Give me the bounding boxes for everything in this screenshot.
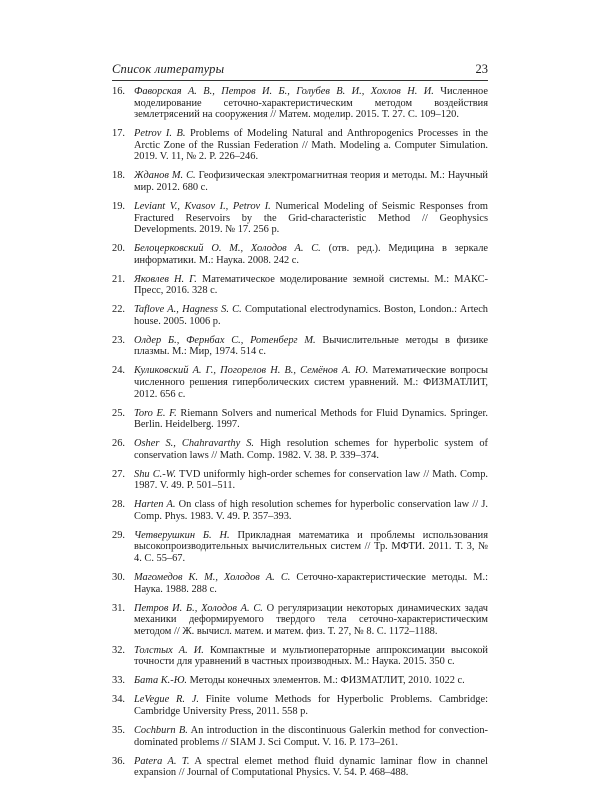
reference-item <box>112 201 488 236</box>
reference-number: 36. <box>112 755 125 767</box>
reference-number: 19. <box>112 200 125 212</box>
reference-item <box>112 756 488 779</box>
reference-number: 30. <box>112 572 125 584</box>
reference-item <box>112 645 488 668</box>
reference-text: High resolution schemes for hyperbolic system of conservation laws // Math. Comp. 1982. V. 38. P. 339–374. <box>134 438 488 461</box>
reference-item <box>112 469 488 492</box>
reference-item <box>112 170 488 193</box>
reference-number: 22. <box>112 304 125 316</box>
reference-text: An introduction in the discontinuous Galerkin method for convection-dominated problems // SIAM J. Sci Comput. V. 16. P. 173–261. <box>134 724 489 748</box>
reference-number: 18. <box>112 170 125 182</box>
reference-text: Прикладная математика и проблемы использования высокопроизводительных вычислительных систем // Тр. МФТИ. 2011. Т. 3, № 4. С. 55–67. <box>134 529 488 565</box>
reference-text: Вычислительные методы в физике плазмы. М.: Мир, 1974. 514 с. <box>134 334 488 358</box>
reference-item <box>112 603 488 638</box>
reference-item <box>112 530 488 565</box>
reference-item <box>112 86 488 121</box>
reference-text: Методы конечных элементов. М.: ФИЗМАТЛИТ, 2010. 1022 с. <box>187 675 465 687</box>
reference-item <box>112 572 488 595</box>
reference-number: 24. <box>112 365 125 377</box>
reference-text: Riemann Solvers and numerical Methods for Fluid Dynamics. Springer. Berlin. Heidelberg. 1997. <box>134 407 488 431</box>
running-title: Список литературы <box>112 62 225 76</box>
reference-number: 25. <box>112 407 125 419</box>
reference-number: 32. <box>112 644 125 656</box>
reference-item <box>112 438 488 461</box>
reference-text: Математическое моделирование земной системы. М.: МАКС-Пресс, 2016. 328 с. <box>134 273 489 297</box>
reference-authors: Toro E. F. <box>134 407 177 419</box>
reference-text: A spectral elemet method fluid dynamic laminar flow in channel expansion // Journal of Computational Physics. V. 54. P. 468–488. <box>134 755 489 779</box>
reference-item <box>112 335 488 358</box>
reference-text: Численное моделирование сеточно-характеристическим методом воздействия землетрясений на сооружения // Матем. моделир. 2015. Т. 27. С. 109–120. <box>134 86 488 121</box>
reference-item <box>112 304 488 327</box>
header-divider <box>112 80 488 81</box>
reference-text: Геофизическая электромагнитная теория и методы. М.: Научный мир. 2012. 680 с. <box>134 170 488 193</box>
reference-authors: Петров И. Б., Холодов А. С. <box>134 602 263 614</box>
reference-authors: Яковлев Н. Г. <box>134 273 197 285</box>
reference-text: Computational electrodynamics. Boston, London.: Artech house. 2005. 1006 p. <box>134 304 488 327</box>
reference-number: 33. <box>112 675 125 687</box>
reference-number: 21. <box>112 273 125 285</box>
reference-number: 27. <box>112 468 125 480</box>
reference-number: 34. <box>112 694 125 706</box>
reference-authors: Patera A. T. <box>134 755 190 767</box>
reference-number: 17. <box>112 128 125 140</box>
reference-text: TVD uniformly high-order schemes for conservation law // Math. Comp. 1987. V. 49. P. 501–511. <box>134 468 488 492</box>
reference-item <box>112 725 488 748</box>
page-number: 23 <box>475 62 488 76</box>
reference-text: Problems of Modeling Natural and Anthropogenics Processes in the Arctic Zone of the Russian Federation // Math. Modeling a. Computer Simulation. 2019. V. 11, № 2. P. 226–246. <box>134 128 488 163</box>
reference-number: 23. <box>112 334 125 346</box>
reference-item <box>112 499 488 522</box>
reference-text: О регуляризации некоторых динамических задач механики деформируемого твердого тела сеточно-характеристическим методом // Ж. вычисл. матем. и матем. физ. Т. 27, № 8. С. 1172–1188. <box>134 602 488 637</box>
reference-authors: Четверушкин Б. Н. <box>134 529 230 541</box>
reference-text: Сеточно-характеристические методы. М.: Наука. 1988. 288 с. <box>134 572 489 595</box>
reference-authors: Бата К.-Ю. <box>134 675 188 687</box>
reference-number: 31. <box>112 602 125 614</box>
reference-authors: Shu C.-W. <box>134 468 177 480</box>
reference-authors: Жданов М. С. <box>134 170 196 182</box>
reference-text: Finite volume Methods for Hyperbolic Problems. Cambridge: Cambridge University Press, 2011. 558 p. <box>134 694 488 717</box>
reference-authors: Osher S., Chahravarthy S. <box>134 438 255 450</box>
reference-text: Математические вопросы численного решения гиперболических систем уравнений. М.: ФИЗМАТЛИТ, 2012. 656 с. <box>134 365 488 400</box>
reference-text: Компактные и мультиоператорные аппроксимации высокой точности для уравнений в частных производных. М.: Наука. 2015. 350 с. <box>134 644 488 668</box>
reference-item <box>112 243 488 266</box>
reference-authors: Taflove A., Hagness S. C. <box>134 304 242 316</box>
reference-item <box>112 128 488 163</box>
reference-item <box>112 408 488 431</box>
reference-text: Numerical Modeling of Seismic Responses from Fractured Reservoirs by the Grid-characteristic Method // Geophysics Developments. 2019. № 17. 256 p. <box>134 200 488 236</box>
reference-text: (отв. ред.). Медицина в зеркале информатики. М.: Наука. 2008. 242 с. <box>134 243 488 266</box>
running-head <box>112 62 488 80</box>
reference-number: 29. <box>112 529 125 541</box>
reference-list <box>112 86 488 786</box>
reference-authors: Petrov I. B. <box>134 128 186 140</box>
reference-authors: LeVegue R. J. <box>134 694 199 706</box>
reference-text: On class of high resolution schemes for hyperbolic conservation law // J. Comp. Phys. 1983. V. 49. P. 357–393. <box>134 499 488 522</box>
reference-number: 20. <box>112 243 125 255</box>
reference-authors: Белоцерковский О. М., Холодов А. С. <box>134 243 321 255</box>
reference-authors: Олдер Б., Фернбах С., Ротенберг М. <box>134 334 316 346</box>
reference-authors: Магомедов К. М., Холодов А. С. <box>134 572 291 584</box>
reference-number: 26. <box>112 438 125 450</box>
reference-number: 35. <box>112 724 125 736</box>
reference-number: 28. <box>112 499 125 511</box>
reference-item <box>112 675 488 687</box>
reference-authors: Leviant V., Kvasov I., Petrov I. <box>134 200 271 212</box>
reference-item <box>112 274 488 297</box>
reference-authors: Куликовский А. Г., Погорелов Н. В., Семёнов А. Ю. <box>134 365 369 377</box>
reference-authors: Cochburn B. <box>134 724 188 736</box>
reference-authors: Harten A. <box>134 499 176 511</box>
reference-authors: Фаворская А. В., Петров И. Б., Голубев В. И., Хохлов Н. И. <box>134 86 434 97</box>
reference-item <box>112 694 488 717</box>
reference-authors: Толстых А. И. <box>134 644 204 656</box>
reference-number: 16. <box>112 86 125 97</box>
reference-item <box>112 365 488 400</box>
